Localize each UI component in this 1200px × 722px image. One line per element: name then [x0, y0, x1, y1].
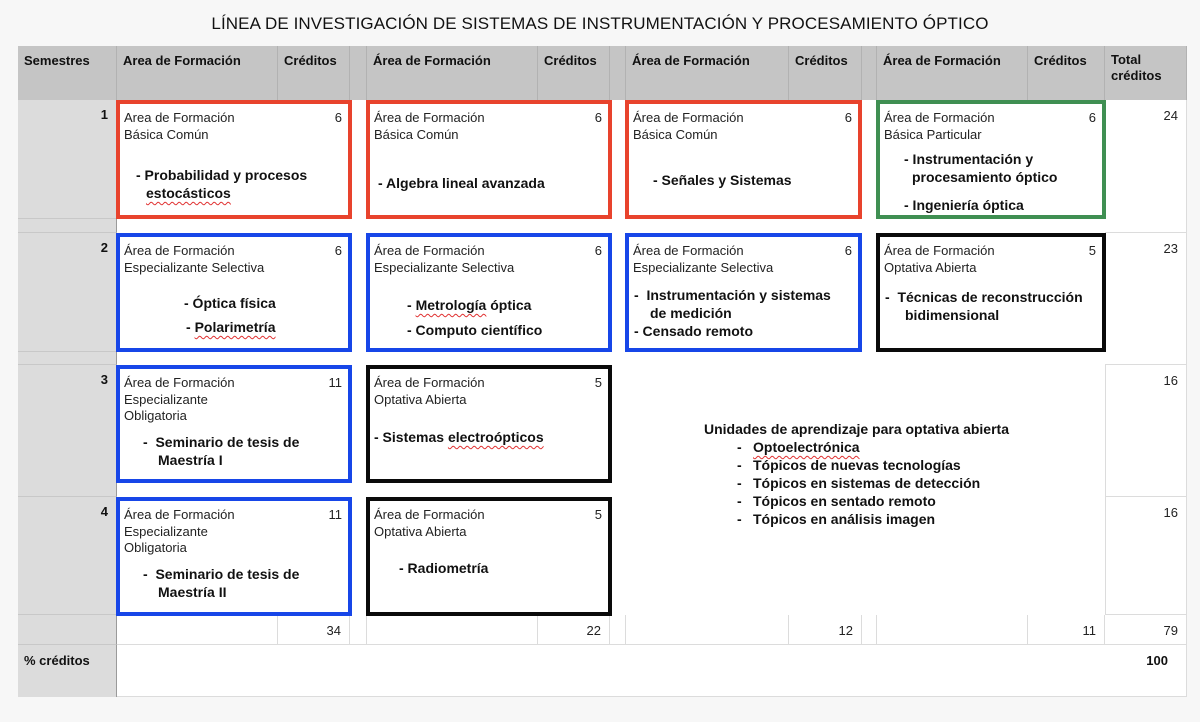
subject-list [378, 174, 545, 192]
area-label [374, 375, 485, 408]
optativa-item [704, 474, 1009, 492]
area-label [884, 110, 995, 143]
credits-value: 5 [594, 375, 602, 390]
subject: de medición [650, 305, 732, 321]
semester-number: 4 [18, 497, 117, 615]
area-label [633, 110, 744, 143]
area-line: Básica Común [633, 126, 718, 142]
totals-blank [862, 615, 877, 645]
subject: - Probabilidad y procesos [136, 167, 308, 183]
area-line: Área de Formación [374, 243, 485, 258]
subject: procesamiento óptico [912, 169, 1058, 185]
totals-blank [117, 615, 278, 645]
subject: - Óptica física [184, 295, 276, 311]
area-line: Área de Formación [884, 110, 995, 125]
semester-number: 1 [18, 100, 117, 219]
course-box [625, 100, 862, 219]
row-spacer [18, 219, 117, 233]
subject-list [885, 288, 1083, 324]
subject: - Computo científico [407, 322, 543, 338]
course-box [116, 100, 352, 219]
optativa-list [704, 438, 1009, 528]
area-line: Área de Formación [884, 243, 995, 258]
header-area-4: Área de Formación [877, 46, 1028, 100]
subject: - Algebra lineal avanzada [378, 175, 545, 191]
credits-value: 6 [844, 110, 852, 125]
subject: - Seminario de tesis de [143, 434, 300, 450]
optativa-item [704, 456, 1009, 474]
subject: - Instrumentación y sistemas [634, 287, 831, 303]
header-spacer [610, 46, 626, 100]
area-line: Obligatoria [124, 540, 187, 555]
header-area-1: Area de Formación [117, 46, 278, 100]
credits-value: 6 [594, 243, 602, 258]
area-label [884, 243, 995, 276]
subject: - Ingeniería óptica [904, 197, 1024, 213]
area-label [124, 243, 264, 276]
subject: - [186, 319, 195, 335]
page-title: LÍNEA DE INVESTIGACIÓN DE SISTEMAS DE INSTRUMENTACIÓN Y PROCESAMIENTO ÓPTICO [211, 14, 989, 33]
credits-value: 5 [1088, 243, 1096, 258]
total-credits-cell: 23 [1105, 233, 1187, 365]
credits-value: 6 [334, 110, 342, 125]
course-box [116, 497, 352, 616]
semester-number: 2 [18, 233, 117, 352]
credits-value: 6 [1088, 110, 1096, 125]
optativa-item [704, 492, 1009, 510]
bullet-dash: - [737, 439, 742, 455]
area-line: Especializante [124, 523, 208, 539]
credits-value: 5 [594, 507, 602, 522]
optativa-note-heading: Unidades de aprendizaje para optativa abierta [704, 421, 1009, 437]
area-label [374, 507, 485, 540]
subject: Metrología [415, 297, 487, 313]
course-box [366, 497, 612, 616]
subject: Polarimetría [194, 319, 276, 335]
credits-value: 6 [844, 243, 852, 258]
credits-value: 11 [328, 507, 342, 522]
header-creditos-2: Créditos [538, 46, 610, 100]
subject-list [407, 296, 542, 339]
subject-list [399, 559, 488, 577]
header-area-2: Área de Formación [367, 46, 538, 100]
column-total: 12 [789, 615, 862, 645]
row-spacer [18, 352, 117, 365]
total-credits-cell: 16 [1105, 497, 1187, 615]
subject-list [136, 166, 307, 202]
subject: - Sistemas [374, 429, 448, 445]
area-line: Básica Común [374, 126, 459, 142]
subject: estocásticos [146, 185, 231, 201]
column-total: 22 [538, 615, 610, 645]
area-label [124, 110, 235, 143]
subject: - Señales y Sistemas [653, 172, 792, 188]
area-line: Especializante [124, 391, 208, 407]
optativa-item [704, 438, 1009, 456]
subject: - Técnicas de reconstrucción [885, 289, 1083, 305]
area-line: Básica Particular [884, 126, 982, 142]
optativa-item-text: Tópicos en sistemas de detección [753, 475, 981, 491]
subject: bidimensional [905, 307, 1000, 323]
area-line: Área de Formación [124, 507, 235, 522]
optativa-item-text: Tópicos de nuevas tecnologías [753, 457, 961, 473]
area-line: Optativa Abierta [374, 523, 467, 539]
area-line: Área de Formación [124, 375, 235, 390]
optativa-item-text: Optoelectrónica [753, 439, 860, 455]
subject: electroópticos [447, 429, 544, 445]
area-line: Especializante Selectiva [374, 259, 515, 275]
column-total: 11 [1028, 615, 1105, 645]
optativa-note [704, 420, 1009, 528]
header-creditos-4: Créditos [1028, 46, 1105, 100]
course-box [116, 365, 352, 483]
area-line: Área de Formación [124, 243, 235, 258]
area-line: Optativa Abierta [884, 259, 977, 275]
percent-label: % créditos [18, 645, 117, 697]
subject-list [374, 428, 544, 446]
course-box [366, 233, 612, 352]
area-line: Básica Común [124, 126, 209, 142]
credits-value: 11 [328, 375, 342, 390]
subject-list [143, 433, 299, 469]
subject: - Censado remoto [634, 323, 754, 339]
totals-row-header [18, 615, 117, 645]
subject: - Seminario de tesis de [143, 566, 300, 582]
subject: - Radiometría [399, 560, 489, 576]
subject: Maestría I [158, 452, 223, 468]
subject-list [904, 150, 1057, 214]
area-label [374, 110, 485, 143]
area-label [124, 507, 235, 557]
percent-value: 100 [1146, 653, 1168, 668]
totals-blank [350, 615, 367, 645]
totals-blank [367, 615, 538, 645]
optativa-item-text: Tópicos en análisis imagen [753, 511, 936, 527]
header-spacer [862, 46, 877, 100]
area-line: Área de Formación [374, 110, 485, 125]
bullet-dash: - [737, 493, 742, 509]
course-box [366, 365, 612, 483]
area-line: Obligatoria [124, 408, 187, 423]
credits-value: 6 [334, 243, 342, 258]
grand-total: 79 [1105, 615, 1187, 645]
subject-list [653, 171, 792, 189]
area-line: Especializante Selectiva [633, 259, 774, 275]
totals-blank [610, 615, 626, 645]
totals-blank [877, 615, 1028, 645]
header-total-creditos: Total créditos [1105, 46, 1187, 100]
bullet-dash: - [737, 511, 742, 527]
course-box [116, 233, 352, 352]
credits-value: 6 [594, 110, 602, 125]
header-area-3: Área de Formación [626, 46, 789, 100]
course-box [625, 233, 862, 352]
area-line: Área de Formación [374, 375, 485, 390]
area-line: Área de Formación [374, 507, 485, 522]
subject: Maestría II [158, 584, 227, 600]
bullet-dash: - [737, 475, 742, 491]
area-line: Área de Formación [633, 110, 744, 125]
column-total: 34 [278, 615, 350, 645]
subject-list [184, 294, 276, 336]
percent-row [117, 645, 1187, 697]
subject: - Instrumentación y [904, 151, 1034, 167]
area-label [633, 243, 773, 276]
optativa-item [704, 510, 1009, 528]
header-spacer [350, 46, 367, 100]
area-line: Área de Formación [633, 243, 744, 258]
course-box [876, 233, 1106, 352]
course-box [366, 100, 612, 219]
area-line: Optativa Abierta [374, 391, 467, 407]
header-creditos-3: Créditos [789, 46, 862, 100]
subject-list [634, 286, 831, 340]
bullet-dash: - [737, 457, 742, 473]
semester-number: 3 [18, 365, 117, 497]
subject: - [407, 297, 416, 313]
course-box [876, 100, 1106, 219]
area-label [374, 243, 514, 276]
totals-blank [626, 615, 789, 645]
area-line: Area de Formación [124, 110, 235, 125]
header-creditos-1: Créditos [278, 46, 350, 100]
total-credits-cell: 16 [1105, 365, 1187, 497]
header-semestres: Semestres [18, 46, 117, 100]
area-label [124, 375, 235, 425]
total-credits-cell: 24 [1105, 100, 1187, 233]
area-line: Especializante Selectiva [124, 259, 265, 275]
optativa-item-text: Tópicos en sentado remoto [753, 493, 936, 509]
subject: óptica [486, 297, 532, 313]
subject-list [143, 565, 299, 601]
